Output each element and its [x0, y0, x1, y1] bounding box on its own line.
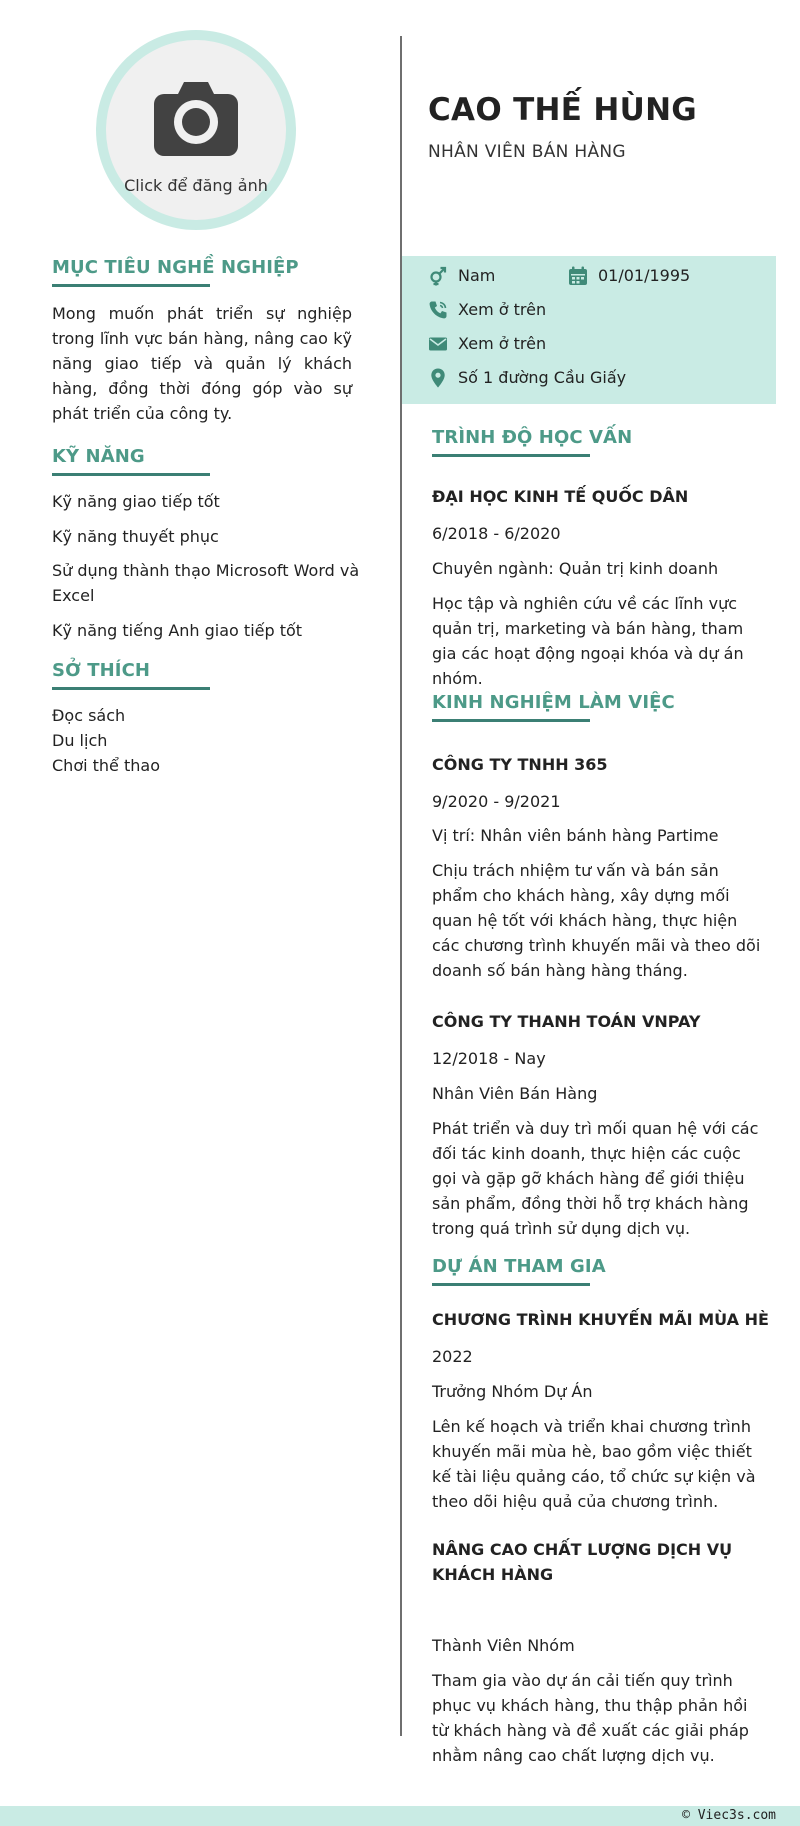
project-name: CHƯƠNG TRÌNH KHUYẾN MÃI MÙA HÈ: [432, 1310, 769, 1329]
project-description: Tham gia vào dự án cải tiến quy trình phục vụ khách hàng, thu thập phản hồi từ khách hàng và đề xuất các giải pháp nhằm nâng cao chất lượng dịch vụ.: [432, 1671, 749, 1765]
job-title: NHÂN VIÊN BÁN HÀNG: [428, 142, 626, 162]
copyright-text[interactable]: © Viec3s.com: [682, 1808, 776, 1823]
project-role: Thành Viên Nhóm: [432, 1636, 575, 1655]
job-company: CÔNG TY THANH TOÁN VNPAY: [432, 1012, 701, 1031]
location-pin-icon: [428, 368, 448, 388]
footer-bar: [0, 1806, 800, 1826]
skill-item: Kỹ năng giao tiếp tốt: [52, 492, 220, 511]
candidate-name: CAO THẾ HÙNG: [428, 92, 698, 128]
objective-heading: [52, 257, 299, 278]
job-position: Nhân Viên Bán Hàng: [432, 1084, 598, 1103]
projects-heading: [432, 1256, 606, 1277]
education-description: Học tập và nghiên cứu về các lĩnh vực quản trị, marketing và bán hàng, tham gia các hoạt động ngoại khóa và dự án nhóm.: [432, 594, 744, 688]
job-description: Phát triển và duy trì mối quan hệ với các đối tác kinh doanh, thực hiện các cuộc gọi và gặp gỡ khách hàng để giới thiệu sản phẩm, đồng thời hỗ trợ khách hàng trong quá trình sử dụng dịch vụ.: [432, 1119, 759, 1238]
hobbies-heading: [52, 660, 150, 681]
school-name: ĐẠI HỌC KINH TẾ QUỐC DÂN: [432, 487, 689, 506]
avatar-upload[interactable]: [96, 30, 296, 230]
calendar-icon: [568, 266, 588, 286]
project-role: Trưởng Nhóm Dự Án: [432, 1382, 593, 1401]
project-name: NÂNG CAO CHẤT LƯỢNG DỊCH VỤ KHÁCH HÀNG: [432, 1540, 733, 1584]
objective-heading-text: MỤC TIÊU NGHỀ NGHIỆP: [52, 257, 299, 278]
job-period: 9/2020 - 9/2021: [432, 792, 561, 811]
gender-value: Nam: [458, 266, 496, 285]
job-description: Chịu trách nhiệm tư vấn và bán sản phẩm cho khách hàng, xây dựng mối quan hệ tốt với khách hàng, thực hiện các chương trình khuyến mãi và theo dõi doanh số bán hàng hàng tháng.: [432, 861, 761, 980]
heading-underline: [432, 1283, 590, 1286]
projects-heading-text: DỰ ÁN THAM GIA: [432, 1256, 606, 1277]
contact-info-panel: [402, 256, 776, 404]
job-position: Vị trí: Nhân viên bánh hàng Partime: [432, 826, 719, 845]
hobby-item: Du lịch: [52, 731, 108, 750]
project-description: Lên kế hoạch và triển khai chương trình khuyến mãi mùa hè, bao gồm việc thiết kế tài liệu quảng cáo, tổ chức sự kiện và theo dõi hiệu quả của chương trình.: [432, 1417, 756, 1511]
experience-heading-text: KINH NGHIỆM LÀM VIỆC: [432, 692, 675, 713]
project-period: 2022: [432, 1347, 473, 1366]
heading-underline: [432, 454, 590, 457]
birthdate-value: 01/01/1995: [598, 266, 691, 285]
envelope-icon: [428, 334, 448, 354]
heading-underline: [52, 284, 210, 287]
education-heading-text: TRÌNH ĐỘ HỌC VẤN: [432, 427, 633, 448]
job-period: 12/2018 - Nay: [432, 1049, 546, 1068]
camera-icon: [150, 74, 242, 166]
skills-heading-text: KỸ NĂNG: [52, 446, 145, 467]
skill-item: Kỹ năng thuyết phục: [52, 527, 219, 546]
hobby-item: Đọc sách: [52, 706, 126, 725]
skill-item: Sử dụng thành thạo Microsoft Word và Excel: [52, 561, 360, 605]
phone-value: Xem ở trên: [458, 300, 547, 319]
heading-underline: [432, 719, 590, 722]
gender-icon: [428, 266, 448, 286]
job-company: CÔNG TY TNHH 365: [432, 755, 608, 774]
education-period: 6/2018 - 6/2020: [432, 524, 561, 543]
experience-heading: [432, 692, 675, 713]
heading-underline: [52, 687, 210, 690]
avatar-caption: Click để đăng ảnh: [124, 176, 268, 195]
hobbies-heading-text: SỞ THÍCH: [52, 660, 151, 681]
address-value: Số 1 đường Cầu Giấy: [458, 368, 627, 387]
email-value: Xem ở trên: [458, 334, 547, 353]
hobby-item: Chơi thể thao: [52, 756, 160, 775]
objective-text: Mong muốn phát triển sự nghiệp trong lĩnh vực bán hàng, nâng cao kỹ năng giao tiếp và quản lý khách hàng, đồng thời đóng góp vào sự phát triển của công ty.: [52, 304, 352, 423]
skills-heading: [52, 446, 145, 467]
avatar-placeholder[interactable]: [106, 40, 286, 220]
education-heading: [432, 427, 632, 448]
education-major: Chuyên ngành: Quản trị kinh doanh: [432, 559, 719, 578]
heading-underline: [52, 473, 210, 476]
phone-icon: [428, 300, 448, 320]
skill-item: Kỹ năng tiếng Anh giao tiếp tốt: [52, 621, 303, 640]
